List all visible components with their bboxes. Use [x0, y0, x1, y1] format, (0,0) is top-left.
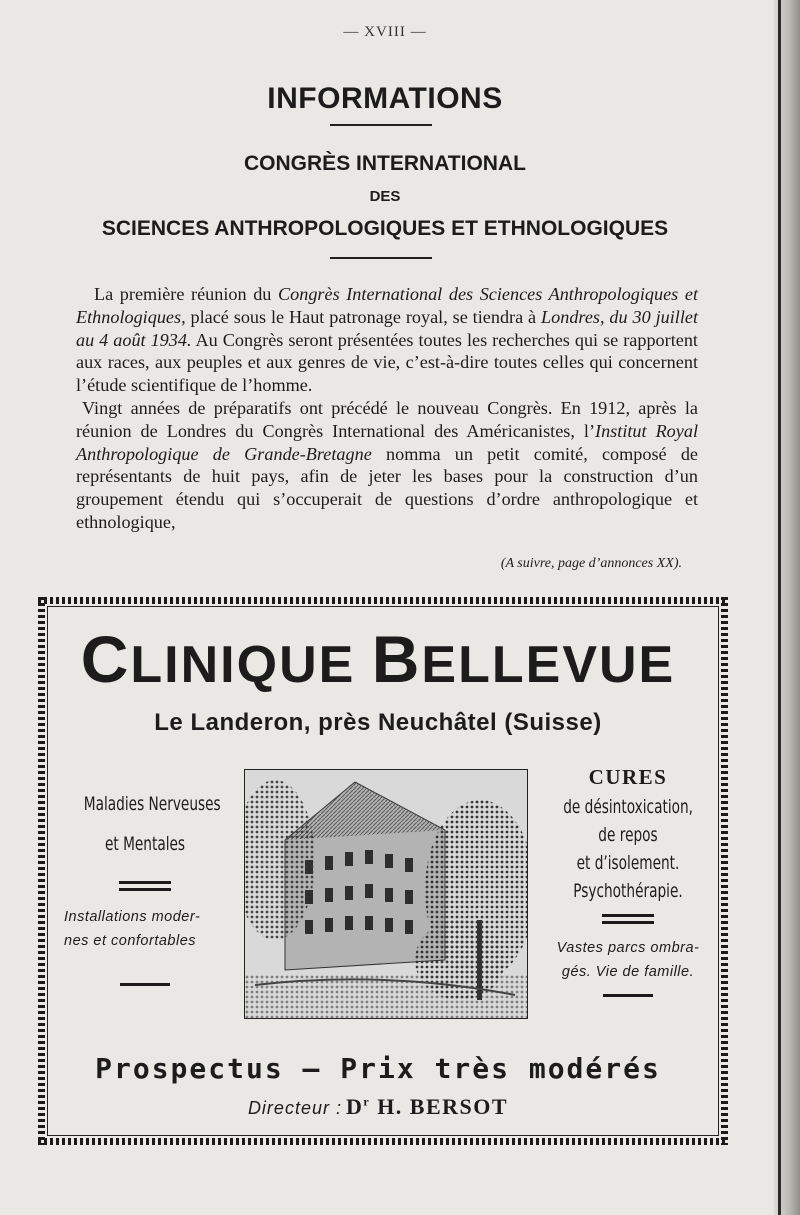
ad-border-bottom — [38, 1138, 728, 1145]
paragraph-2: Vingt années de préparatifs ont précédé le nouveau Congrès. En 1912, après la réunion de Londres du Congrès International des Américanistes, l’Institut Royal Anthropologique de Grande-Bretagne nomma un petit comité, composé de représentants de huit pays, afin de jeter les bases pour la construction d’un groupement étendu qui s’occuperait de questions d’ordre anthropologique et ethnologique, — [76, 397, 698, 532]
single-bar — [603, 994, 653, 997]
double-bar — [119, 881, 171, 891]
congress-title-line1: CONGRÈS INTERNATIONAL — [244, 152, 526, 175]
left-italic-1: Installations moder- — [64, 909, 201, 925]
congress-title-line3: SCIENCES ANTHROPOLOGIQUES ET ETHNOLOGIQUES — [101, 217, 669, 240]
ad-left-column — [60, 793, 230, 986]
divider — [330, 257, 432, 259]
director-line — [38, 1094, 718, 1120]
director-name: $D^r$ H. BERSOT — [345, 1094, 509, 1119]
page-number: — XVIII — — [343, 24, 427, 40]
paragraph-1: La première réunion du Congrès International des Sciences Anthropologiques et Ethnologiques, placé sous le Haut patronage royal, se tiendra à Londres, du 30 juillet au 4 août 1934. Au Congrès seront présentées toutes les recherches qui se rapportent aux races, aux peuples et aux genres de vie, c’est-à-dire toutes celles qui concernent l’étude scientifique de l’homme. — [76, 284, 698, 396]
building-illustration — [245, 770, 528, 1019]
page-heading: INFORMATIONS — [267, 82, 503, 115]
clinic-location: Le Landeron, près Neuchâtel (Suisse) — [154, 709, 602, 736]
right-italic-1: Vastes parcs ombra- — [556, 940, 700, 956]
double-bar — [602, 914, 654, 924]
ad-border-top — [38, 597, 728, 604]
right-line-2: de repos — [598, 824, 658, 846]
divider — [330, 124, 432, 126]
right-line-1: de désintoxication, — [563, 796, 694, 818]
right-line-3: et d’isolement. — [576, 852, 680, 874]
prospectus-line: Prospectus — Prix très modérés — [95, 1052, 661, 1085]
ad-border-right — [721, 597, 728, 1145]
page-edge — [774, 0, 800, 1215]
clinic-building-photo — [244, 769, 528, 1019]
continuation-note: (A suivre, page d’annonces XX). — [500, 556, 682, 571]
clinic-name: CLINIQUE BELLEVUE — [80, 622, 676, 696]
single-bar — [120, 983, 170, 986]
left-italic-2: nes et confortables — [64, 933, 197, 949]
right-line-4: Psychothérapie. — [573, 880, 683, 902]
clinic-advertisement — [38, 597, 728, 1145]
left-line-2: et Mentales — [104, 833, 186, 855]
director-label: Directeur : — [247, 1098, 342, 1118]
left-line-1: Maladies Nerveuses — [83, 793, 221, 815]
article-body — [76, 283, 698, 534]
cures-heading: CURES — [588, 765, 668, 789]
congress-title-line2: DES — [369, 188, 401, 205]
right-italic-2: gés. Vie de famille. — [561, 964, 695, 980]
ad-right-column — [538, 765, 718, 997]
